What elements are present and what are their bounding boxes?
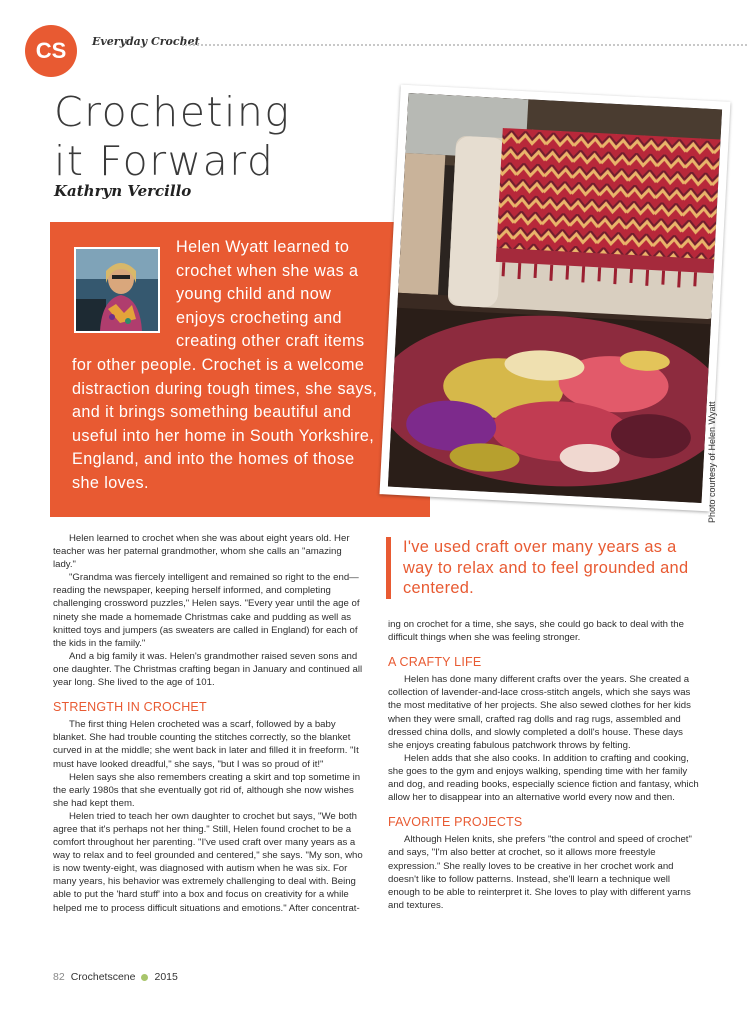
subhead-favorite-projects: FAVORITE PROJECTS (388, 815, 523, 830)
footer-dot-icon (141, 974, 148, 981)
body-paragraph: "Grandma was fiercely intelligent and remained so right to the end—reading the newspaper, keeping herself informed, and completing challenging crossword puzzles," Helen says. "Every year until the age of ninety she made a homemade Christmas cake and pudding as well as knitted toys and jumpers (as sweaters are called in England) for each of the kids in the family." (53, 572, 360, 649)
header-divider (182, 44, 747, 46)
title-line-1: Crocheting (54, 88, 291, 136)
body-paragraph: Helen has done many different crafts over the years. She created a collection of lavender-and-lace cross-stitch angels, which she says was the most meditative of her projects. She also sewed clothes for her kids when they were small, crafted rag dolls and rag rugs, assembled and dressed china dolls, and slowly completed a doll's house. These days she enjoys creating fabulous patchwork throws by felting. (388, 674, 691, 751)
photo-frame (379, 85, 730, 512)
portrait-photo (74, 247, 160, 333)
body-paragraph: Helen learned to crochet when she was about eight years old. Her teacher was her paternal grandmother, whom she calls an "amazing lady." (53, 533, 350, 571)
page-number: 82 (53, 971, 65, 983)
body-paragraph: Helen tried to teach her own daughter to crochet but says, "We both agree that it's perhaps not her thing." Still, Helen found crochet to be a comfort throughout her parenting. "I've used craft over many years as a way to relax and to feel grounded and centered," she says. "My son, who is now twenty-eight, was diagnosed with autism when he was six. For many years, his behavior was extremely challenging to deal with. Being able to put the 'hard stuff' into a box and focus on creativity for a while helped me to process difficult situations and emotions." After concentrat- (53, 810, 363, 914)
section-label: Everyday Crochet (92, 35, 200, 48)
rug-and-sofa-image (388, 93, 722, 503)
magazine-logo: CS (25, 25, 77, 77)
portrait-image (76, 249, 158, 331)
magazine-name: Crochetscene (70, 971, 136, 983)
body-paragraph: Helen adds that she also cooks. In addition to crafting and cooking, she goes to the gym and enjoys walking, spending time with her family and dog, and reading books, especially science fiction and fantasy, which allow her to disappear into an alternative world every now and then. (388, 752, 699, 804)
issue-year: 2015 (154, 971, 178, 983)
body-paragraph: And a big family it was. Helen's grandmother raised seven sons and one daughter. The Christmas crafting began in January and continued all year long. She lived to the age of 101. (53, 650, 363, 689)
article-title (54, 88, 394, 186)
title-line-2: it Forward (54, 137, 275, 185)
subhead-strength-in-crochet: STRENGTH IN CROCHET (53, 700, 207, 715)
page-footer (53, 971, 178, 983)
body-column-2 (388, 618, 700, 912)
body-paragraph: The first thing Helen crocheted was a scarf, followed by a baby blanket. She had trouble counting the stitches correctly, so the blanket curved in at the middle; she went back in later and filled it in freeform. "It must have looked dreadful," she says, "but I was so proud of it!" (53, 719, 359, 770)
body-paragraph: Helen says she also remembers creating a skirt and top sometime in the early 1980s that she eventually got rid of, although she now wishes she had kept them. (53, 771, 361, 809)
photo-credit: Photo courtesy of Helen Wyatt (707, 401, 717, 523)
pull-quote: I've used craft over many years as a way to relax and to feel grounded and centered. (386, 537, 704, 599)
body-column-1 (53, 532, 365, 915)
body-paragraph: Although Helen knits, she prefers "the control and speed of crochet" and says, "I'm also better at crochet, so it allows more freestyle expression." She really loves to be creative in her crochet work and doesn't like to follow patterns. Instead, she'll learn a technique well enough to be able to reinterpret it. She loves to play with different yarns and textures. (388, 834, 692, 911)
intro-paragraph: Helen Wyatt learned to crochet when she was a young child and now enjoys crocheting and creating other craft items for other people. Crochet is a welcome distraction during tough times, she says, and it brings something beautiful and useful into her home in South Yorkshire, England, and into the homes of those she loves. (72, 238, 378, 492)
living-room-photo (388, 93, 722, 503)
body-paragraph: ing on crochet for a time, she says, she could go back to deal with the difficult things when she was feeling stronger. (388, 619, 684, 644)
subhead-a-crafty-life: A CRAFTY LIFE (388, 655, 482, 670)
author-byline: Kathryn Vercillo (54, 182, 192, 200)
